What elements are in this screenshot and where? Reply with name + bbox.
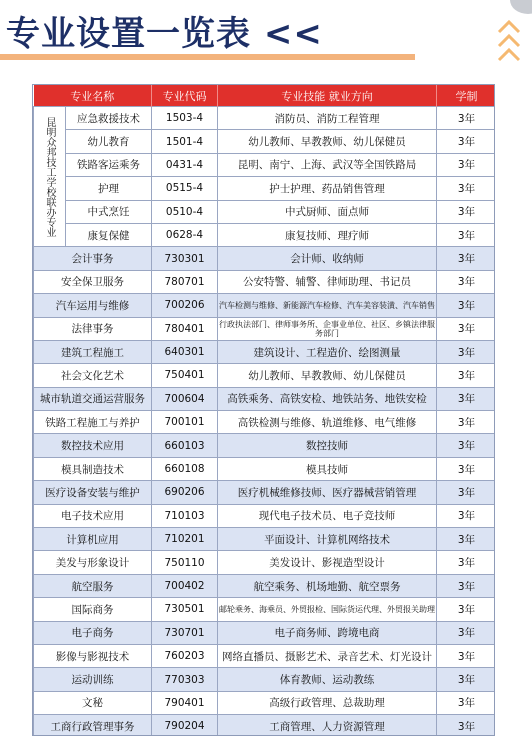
direction-cell: 医疗机械维修技师、医疗器械营销管理 [218, 481, 437, 504]
major-code-cell: 0628-4 [152, 223, 218, 246]
major-name-cell: 电子商务 [34, 621, 152, 644]
group-label: 昆明众邦技工学校联办专业 [34, 107, 66, 247]
table-row [34, 387, 496, 410]
major-code-cell: 1503-4 [152, 107, 218, 130]
direction-cell: 平面设计、计算机网络技术 [218, 528, 437, 551]
major-code-cell: 0431-4 [152, 153, 218, 176]
major-name-cell: 法律事务 [34, 317, 152, 340]
duration-cell: 3年 [437, 691, 496, 714]
table-row [34, 551, 496, 574]
header-duration: 学制 [437, 85, 496, 107]
major-name-cell: 应急救援技术 [66, 107, 152, 130]
direction-cell: 昆明、南宁、上海、武汉等全国铁路局 [218, 153, 437, 176]
direction-cell: 邮轮乘务、海乘员、外贸报检、国际货运代理、外贸报关助理 [218, 598, 437, 621]
major-name-cell: 电子技术应用 [34, 504, 152, 527]
direction-cell: 中式厨师、面点师 [218, 200, 437, 223]
table-row [34, 715, 496, 736]
duration-cell: 3年 [437, 387, 496, 410]
header-skills-direction: 专业技能 就业方向 [218, 85, 437, 107]
major-code-cell: 660108 [152, 457, 218, 480]
major-table-container [32, 84, 495, 736]
major-name-cell: 运动训练 [34, 668, 152, 691]
duration-cell: 3年 [437, 200, 496, 223]
major-code-cell: 750110 [152, 551, 218, 574]
major-name-cell: 航空服务 [34, 574, 152, 597]
duration-cell: 3年 [437, 598, 496, 621]
direction-cell: 会计师、收纳师 [218, 247, 437, 270]
direction-cell: 工商管理、人力资源管理 [218, 715, 437, 736]
major-code-cell: 690206 [152, 481, 218, 504]
major-code-cell: 750401 [152, 364, 218, 387]
duration-cell: 3年 [437, 504, 496, 527]
table-row [34, 644, 496, 667]
duration-cell: 3年 [437, 411, 496, 434]
corner-decoration [510, 0, 532, 14]
major-code-cell: 780701 [152, 270, 218, 293]
major-code-cell: 700604 [152, 387, 218, 410]
direction-cell: 幼儿教师、早教教师、幼儿保健员 [218, 130, 437, 153]
table-row [34, 294, 496, 317]
chevron-up-icon [496, 16, 522, 66]
table-row [34, 621, 496, 644]
major-name-cell: 护理 [66, 177, 152, 200]
table-row [34, 434, 496, 457]
major-name-cell: 康复保健 [66, 223, 152, 246]
major-code-cell: 700101 [152, 411, 218, 434]
page-title: 专业设置一览表 << [6, 14, 323, 54]
major-code-cell: 0515-4 [152, 177, 218, 200]
duration-cell: 3年 [437, 574, 496, 597]
direction-cell: 消防员、消防工程管理 [218, 107, 437, 130]
table-row [34, 457, 496, 480]
table-row [34, 130, 496, 153]
table-row [34, 107, 496, 130]
duration-cell: 3年 [437, 668, 496, 691]
direction-cell: 网络直播员、摄影艺术、录音艺术、灯光设计 [218, 644, 437, 667]
table-row [34, 247, 496, 270]
major-code-cell: 790401 [152, 691, 218, 714]
major-name-cell: 铁路客运乘务 [66, 153, 152, 176]
table-row [34, 153, 496, 176]
duration-cell: 3年 [437, 715, 496, 736]
table-row [34, 574, 496, 597]
major-name-cell: 影像与影视技术 [34, 644, 152, 667]
major-code-cell: 710103 [152, 504, 218, 527]
duration-cell: 3年 [437, 644, 496, 667]
major-code-cell: 730501 [152, 598, 218, 621]
major-code-cell: 660103 [152, 434, 218, 457]
duration-cell: 3年 [437, 621, 496, 644]
duration-cell: 3年 [437, 317, 496, 340]
direction-cell: 建筑设计、工程造价、绘图测量 [218, 340, 437, 363]
header-major-name: 专业名称 [34, 85, 152, 107]
duration-cell: 3年 [437, 434, 496, 457]
duration-cell: 3年 [437, 177, 496, 200]
duration-cell: 3年 [437, 247, 496, 270]
duration-cell: 3年 [437, 130, 496, 153]
table-row [34, 177, 496, 200]
major-code-cell: 0510-4 [152, 200, 218, 223]
direction-cell: 高级行政管理、总裁助理 [218, 691, 437, 714]
table-row [34, 481, 496, 504]
direction-cell: 电子商务师、跨境电商 [218, 621, 437, 644]
table-row [34, 223, 496, 246]
table-row [34, 200, 496, 223]
direction-cell: 美发设计、影视造型设计 [218, 551, 437, 574]
major-name-cell: 工商行政管理事务 [34, 715, 152, 736]
duration-cell: 3年 [437, 528, 496, 551]
duration-cell: 3年 [437, 223, 496, 246]
table-row [34, 598, 496, 621]
duration-cell: 3年 [437, 551, 496, 574]
table-row [34, 504, 496, 527]
title-underline [0, 54, 415, 60]
major-name-cell: 会计事务 [34, 247, 152, 270]
major-table [33, 85, 495, 736]
direction-cell: 体育教师、运动教练 [218, 668, 437, 691]
duration-cell: 3年 [437, 270, 496, 293]
major-name-cell: 城市轨道交通运营服务 [34, 387, 152, 410]
major-code-cell: 770303 [152, 668, 218, 691]
duration-cell: 3年 [437, 481, 496, 504]
major-code-cell: 760203 [152, 644, 218, 667]
major-name-cell: 中式烹饪 [66, 200, 152, 223]
direction-cell: 高铁乘务、高铁安检、地铁站务、地铁安检 [218, 387, 437, 410]
duration-cell: 3年 [437, 457, 496, 480]
major-name-cell: 文秘 [34, 691, 152, 714]
major-name-cell: 幼儿教育 [66, 130, 152, 153]
duration-cell: 3年 [437, 340, 496, 363]
header-major-code: 专业代码 [152, 85, 218, 107]
major-name-cell: 计算机应用 [34, 528, 152, 551]
table-row [34, 411, 496, 434]
direction-cell: 行政执法部门、律师事务所、企事业单位、社区、乡镇法律服务部门 [218, 317, 437, 340]
table-row [34, 528, 496, 551]
major-name-cell: 建筑工程施工 [34, 340, 152, 363]
table-row [34, 317, 496, 340]
major-code-cell: 780401 [152, 317, 218, 340]
table-row [34, 691, 496, 714]
duration-cell: 3年 [437, 107, 496, 130]
duration-cell: 3年 [437, 153, 496, 176]
major-name-cell: 安全保卫服务 [34, 270, 152, 293]
major-code-cell: 640301 [152, 340, 218, 363]
direction-cell: 汽车检测与维修、新能源汽车检修、汽车美容装潢、汽车销售 [218, 294, 437, 317]
major-name-cell: 铁路工程施工与养护 [34, 411, 152, 434]
direction-cell: 公安特警、辅警、律师助理、书记员 [218, 270, 437, 293]
table-header-row [34, 85, 496, 107]
duration-cell: 3年 [437, 294, 496, 317]
page-header [0, 0, 532, 66]
table-row [34, 270, 496, 293]
major-code-cell: 730301 [152, 247, 218, 270]
table-row [34, 340, 496, 363]
direction-cell: 康复技师、理疗师 [218, 223, 437, 246]
major-name-cell: 模具制造技术 [34, 457, 152, 480]
major-name-cell: 医疗设备安装与维护 [34, 481, 152, 504]
direction-cell: 模具技师 [218, 457, 437, 480]
direction-cell: 现代电子技术员、电子竞技师 [218, 504, 437, 527]
major-name-cell: 数控技术应用 [34, 434, 152, 457]
major-code-cell: 700402 [152, 574, 218, 597]
direction-cell: 幼儿教师、早教教师、幼儿保健员 [218, 364, 437, 387]
table-body [34, 107, 496, 737]
major-name-cell: 社会文化艺术 [34, 364, 152, 387]
table-row [34, 668, 496, 691]
major-code-cell: 730701 [152, 621, 218, 644]
duration-cell: 3年 [437, 364, 496, 387]
major-name-cell: 汽车运用与维修 [34, 294, 152, 317]
direction-cell: 数控技师 [218, 434, 437, 457]
direction-cell: 航空乘务、机场地勤、航空票务 [218, 574, 437, 597]
major-code-cell: 700206 [152, 294, 218, 317]
direction-cell: 护士护理、药品销售管理 [218, 177, 437, 200]
major-code-cell: 790204 [152, 715, 218, 736]
table-row [34, 364, 496, 387]
major-code-cell: 710201 [152, 528, 218, 551]
direction-cell: 高铁检测与维修、轨道维修、电气维修 [218, 411, 437, 434]
major-name-cell: 美发与形象设计 [34, 551, 152, 574]
major-code-cell: 1501-4 [152, 130, 218, 153]
major-name-cell: 国际商务 [34, 598, 152, 621]
